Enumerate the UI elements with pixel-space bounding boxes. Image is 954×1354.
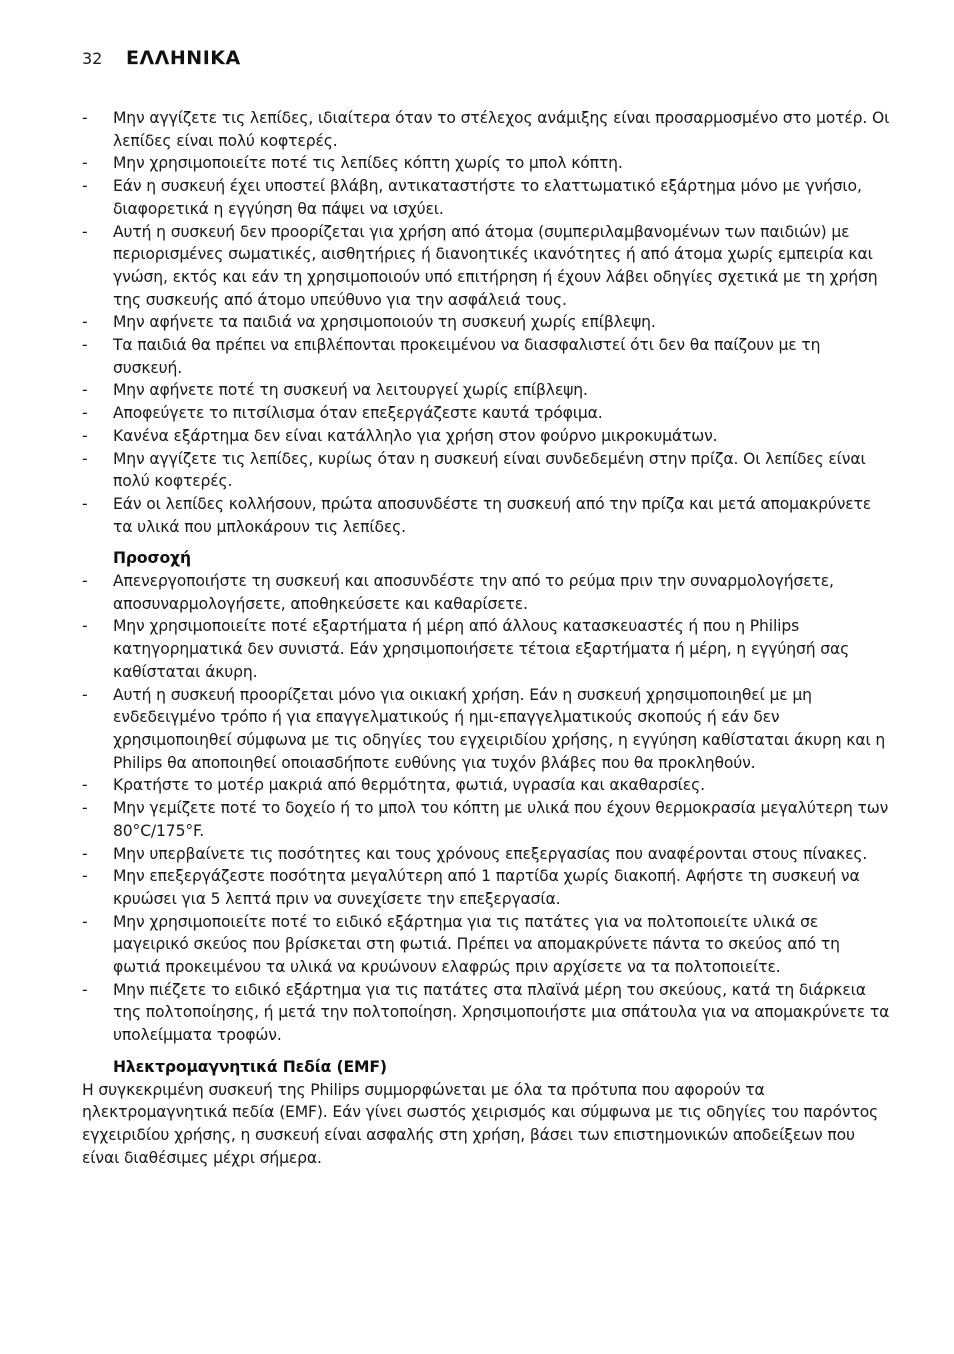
list-item-text: Μην αγγίζετε τις λεπίδες, ιδιαίτερα όταν το στέλεχος ανάμιξης είναι προσαρμοσμένο στο μοτέρ. Οι λεπίδες είναι πολύ κοφτερές. — [113, 109, 890, 150]
bullet-dash: - — [82, 109, 88, 127]
caution-list — [82, 570, 890, 1047]
list-item — [82, 865, 890, 910]
page-number: 32 — [82, 49, 103, 68]
warning-list — [82, 107, 890, 538]
list-item-text: Μην χρησιμοποιείτε ποτέ εξαρτήματα ή μέρη από άλλους κατασκευαστές ή που η Philips κατηγορηματικά δεν συνιστά. Εάν χρησιμοποιήσετε τέτοια εξαρτήματα ή μέρη, η εγγύησή σας καθίσταται άκυρη. — [113, 617, 850, 681]
bullet-dash: - — [82, 867, 88, 886]
list-item — [82, 774, 890, 797]
list-item-text: Απενεργοποιήστε τη συσκευή και αποσυνδέστε την από το ρεύμα πριν την συναρμολογήσετε, αποσυναρμολογήσετε, αποθηκεύσετε και καθαρίσετε. — [113, 572, 834, 613]
list-item-text: Κανένα εξάρτημα δεν είναι κατάλληλο για χρήση στον φούρνο μικροκυμάτων. — [113, 426, 718, 445]
list-item-text: Αυτή η συσκευή δεν προορίζεται για χρήση από άτομα (συμπεριλαμβανομένων των παιδιών) με περιορισμένες σωματικές, αισθητήριες ή διανοητικές ικανότητες ή από άτομα χωρίς εμπειρία και γνώση, εκτός και εάν τη χρησιμοποιούν υπό επιτήρηση ή έχουν λάβει οδηγίες σχετικά με τη χρήση της συσκευής από άτομο υπεύθυνο για την ασφάλειά τους. — [113, 222, 878, 309]
bullet-dash: - — [82, 177, 88, 196]
list-item-text: Εάν οι λεπίδες κολλήσουν, πρώτα αποσυνδέστε τη συσκευή από την πρίζα και μετά απομακρύνετε τα υλικά που μπλοκάρουν τις λεπίδες. — [113, 494, 872, 536]
list-item-text: Μην πιέζετε το ειδικό εξάρτημα για τις πατάτες στα πλαϊνά μέρη του σκεύους, κατά τη διάρκεια της πολτοποίησης, ή μετά την πολτοποίηση. Χρησιμοποιήστε μια σπάτουλα για να απομακρύνετε τα υπολείμματα τροφών. — [113, 980, 890, 1045]
list-item — [82, 221, 890, 312]
bullet-dash: - — [82, 617, 88, 636]
list-item — [82, 570, 890, 615]
bullet-dash: - — [82, 426, 88, 445]
list-item — [82, 402, 890, 425]
list-item — [82, 334, 890, 379]
bullet-dash: - — [82, 336, 88, 355]
bullet-dash: - — [82, 980, 88, 999]
list-item-text: Μην χρησιμοποιείτε ποτέ τις λεπίδες κόπτη χωρίς το μπολ κόπτη. — [113, 154, 623, 173]
list-item — [82, 911, 890, 979]
page-header — [82, 47, 241, 69]
caution-heading: Προσοχή — [113, 549, 191, 568]
bullet-dash: - — [82, 572, 88, 591]
list-item — [82, 615, 890, 683]
list-item-text: Αυτή η συσκευή προορίζεται μόνο για οικιακή χρήση. Εάν η συσκευή χρησιμοποιηθεί με μη ενδεδειγμένο τρόπο ή για επαγγελματικούς ή ημι-επαγγελματικούς σκοπούς ή εάν δεν χρησιμοποιηθεί σύμφωνα με τις οδηγίες του εγχειριδίου χρήσης, η εγγύηση καθίσταται άκυρη και η Philips θα αποποιηθεί οποιασδήποτε ευθύνης για τυχόν βλάβες που θα προκληθούν. — [113, 685, 886, 772]
list-item — [82, 311, 890, 334]
list-item — [82, 797, 890, 842]
list-item-text: Μην χρησιμοποιείτε ποτέ το ειδικό εξάρτημα για τις πατάτες για να πολτοποιείτε υλικά σε μαγειρικό σκεύος που βρίσκεται στη φωτιά. Πρέπει να απομακρύνετε πάντα το σκεύος από τη φωτιά προκειμένου τα υλικά να κρυώνουν ελαφρώς πριν αρχίσετε να τα πολτοποιείτε. — [113, 912, 840, 977]
list-item-text: Μην επεξεργάζεστε ποσότητα μεγαλύτερη από 1 παρτίδα χωρίς διακοπή. Αφήστε τη συσκευή να κρυώσει για 5 λεπτά πριν να συνεχίσετε την επεξεργασία. — [113, 867, 860, 908]
bullet-dash: - — [82, 154, 88, 173]
bullet-dash: - — [82, 381, 88, 400]
bullet-dash: - — [82, 912, 88, 931]
list-item-text: Μην αφήνετε ποτέ τη συσκευή να λειτουργεί χωρίς επίβλεψη. — [113, 381, 588, 400]
bullet-dash: - — [82, 844, 88, 863]
bullet-dash: - — [82, 494, 88, 513]
list-item-text: Μην υπερβαίνετε τις ποσότητες και τους χρόνους επεξεργασίας που αναφέρονται στους πίνακες. — [113, 844, 868, 863]
list-item-text: Μην αφήνετε τα παιδιά να χρησιμοποιούν τη συσκευή χωρίς επίβλεψη. — [113, 313, 656, 332]
list-item — [82, 175, 890, 220]
page-language-title: ΕΛΛΗΝΙΚΑ — [126, 47, 241, 69]
bullet-dash: - — [82, 404, 88, 423]
list-item — [82, 493, 890, 538]
list-item — [82, 843, 890, 866]
list-item — [82, 979, 890, 1047]
bullet-dash: - — [82, 313, 88, 332]
list-item-text: Τα παιδιά θα πρέπει να επιβλέπονται προκειμένου να διασφαλιστεί ότι δεν θα παίζουν με τη συσκευή. — [113, 336, 821, 377]
bullet-dash: - — [82, 222, 88, 241]
list-item — [82, 684, 890, 775]
bullet-dash: - — [82, 776, 88, 795]
bullet-dash: - — [82, 685, 88, 704]
emf-paragraph: Η συγκεκριμένη συσκευή της Philips συμμορφώνεται με όλα τα πρότυπα που αφορούν τα ηλεκτρομαγνητικά πεδία (EMF). Εάν γίνει σωστός χειρισμός και σύμφωνα με τις οδηγίες του παρόντος εγχειριδίου χρήσης, η συσκευή είναι ασφαλής στη χρήση, βάσει των επιστημονικών αποδείξεων που είναι διαθέσιμες μέχρι σήμερα. — [82, 1080, 879, 1167]
bullet-dash: - — [82, 449, 88, 468]
bullet-dash: - — [82, 799, 88, 818]
emf-heading: Ηλεκτρομαγνητικά Πεδία (EMF) — [113, 1057, 387, 1076]
list-item-text: Αποφεύγετε το πιτσίλισμα όταν επεξεργάζεστε καυτά τρόφιμα. — [113, 404, 603, 423]
list-item — [82, 379, 890, 402]
page-content — [82, 107, 890, 1169]
list-item-text: Μην αγγίζετε τις λεπίδες, κυρίως όταν η συσκευή είναι συνδεδεμένη στην πρίζα. Οι λεπίδες είναι πολύ κοφτερές. — [113, 449, 866, 491]
list-item — [82, 152, 890, 175]
list-item-text: Κρατήστε το μοτέρ μακριά από θερμότητα, φωτιά, υγρασία και ακαθαρσίες. — [113, 776, 705, 795]
list-item-text: Εάν η συσκευή έχει υποστεί βλάβη, αντικαταστήστε το ελαττωματικό εξάρτημα μόνο με γνήσιο, διαφορετικά η εγγύηση θα πάψει να ισχύει. — [113, 177, 862, 218]
list-item — [82, 448, 890, 493]
list-item-text: Μην γεμίζετε ποτέ το δοχείο ή το μπολ του κόπτη με υλικά που έχουν θερμοκρασία μεγαλύτερη των 80°C/175°F. — [113, 799, 889, 840]
list-item — [82, 425, 890, 448]
list-item — [82, 107, 890, 152]
